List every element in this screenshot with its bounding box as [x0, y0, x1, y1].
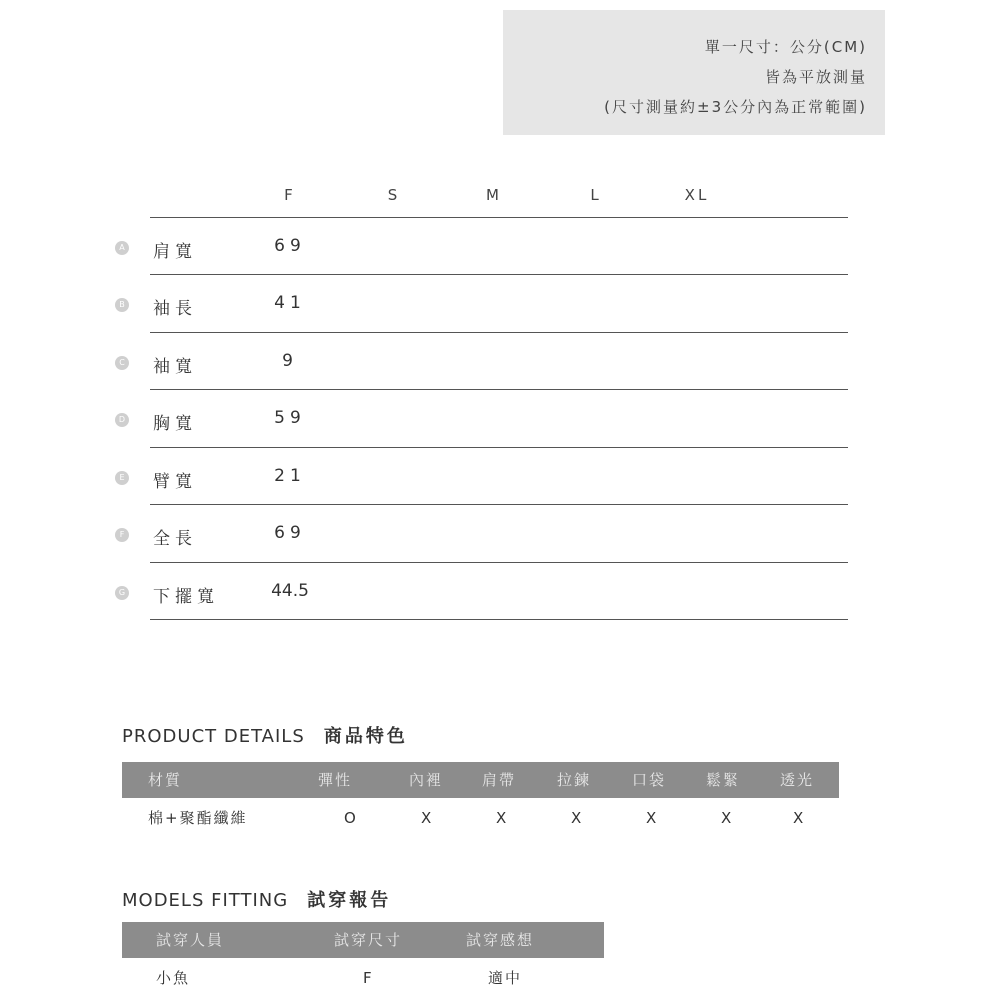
size-header-s: S: [387, 186, 401, 204]
size-header-m: M: [486, 186, 502, 204]
note-tolerance: (尺寸測量約±3公分內為正常範圍): [604, 98, 867, 116]
value-material: 棉+聚酯纖維: [148, 809, 248, 827]
product-details-title-en: PRODUCT DETAILS: [122, 726, 305, 747]
models-fitting-title-zh: 試穿報告: [307, 890, 392, 911]
measurement-note: [503, 10, 885, 135]
value-pocket: X: [646, 809, 659, 827]
badge-g: G: [115, 586, 129, 600]
row-label: 臂寬: [153, 472, 197, 492]
models-fitting-row: [122, 960, 604, 996]
product-details-header: [122, 762, 839, 798]
header-zipper: 拉鍊: [557, 771, 592, 789]
row-value-f: 21: [274, 466, 306, 486]
value-lining: X: [421, 809, 434, 827]
value-sheer: X: [793, 809, 806, 827]
value-size-worn: F: [363, 969, 374, 987]
size-header-f: F: [284, 186, 296, 204]
value-zipper: X: [571, 809, 584, 827]
row-label: 袖長: [153, 299, 197, 319]
table-row: [0, 562, 1000, 619]
product-details-title-zh: 商品特色: [323, 726, 408, 747]
row-value-f: 44.5: [271, 581, 309, 601]
table-row: [0, 389, 1000, 446]
badge-e: E: [115, 471, 129, 485]
size-header-l: L: [590, 186, 602, 204]
models-fitting-header: [122, 922, 604, 958]
row-label: 全長: [153, 529, 197, 549]
row-value-f: 69: [274, 523, 306, 543]
header-size-worn: 試穿尺寸: [334, 931, 403, 949]
row-value-f: 59: [274, 408, 306, 428]
badge-c: C: [115, 356, 129, 370]
row-label: 下擺寬: [153, 587, 219, 607]
badge-a: A: [115, 241, 129, 255]
header-model: 試穿人員: [156, 931, 225, 949]
table-row: [0, 447, 1000, 504]
header-material: 材質: [148, 771, 183, 789]
row-label: 胸寬: [153, 414, 197, 434]
table-row: [0, 217, 1000, 274]
header-sheer: 透光: [780, 771, 815, 789]
badge-d: D: [115, 413, 129, 427]
badge-b: B: [115, 298, 129, 312]
table-row: [0, 274, 1000, 331]
value-stretch: O: [344, 809, 358, 827]
product-details-title: [122, 722, 408, 746]
product-details-row: [122, 800, 839, 836]
badge-f: F: [115, 528, 129, 542]
table-divider: [150, 619, 848, 620]
header-feedback: 試穿感想: [466, 931, 535, 949]
size-header-xl: XL: [684, 186, 710, 204]
note-flat: 皆為平放測量: [764, 68, 867, 86]
header-elastic: 鬆緊: [706, 771, 741, 789]
header-pocket: 口袋: [632, 771, 667, 789]
value-strap: X: [496, 809, 509, 827]
value-model: 小魚: [156, 969, 191, 987]
size-header-row: [0, 186, 1000, 208]
row-label: 肩寬: [153, 242, 197, 262]
table-row: [0, 504, 1000, 561]
row-label: 袖寬: [153, 357, 197, 377]
row-value-f: 9: [282, 351, 298, 371]
row-value-f: 41: [274, 293, 306, 313]
row-value-f: 69: [274, 236, 306, 256]
header-strap: 肩帶: [482, 771, 517, 789]
table-row: [0, 332, 1000, 389]
value-elastic: X: [721, 809, 734, 827]
header-lining: 內裡: [409, 771, 444, 789]
note-unit: 單一尺寸：公分(CM): [704, 38, 867, 56]
value-feedback: 適中: [488, 969, 523, 987]
header-stretch: 彈性: [318, 771, 353, 789]
models-fitting-title: [122, 886, 391, 910]
models-fitting-title-en: MODELS FITTING: [122, 890, 289, 911]
